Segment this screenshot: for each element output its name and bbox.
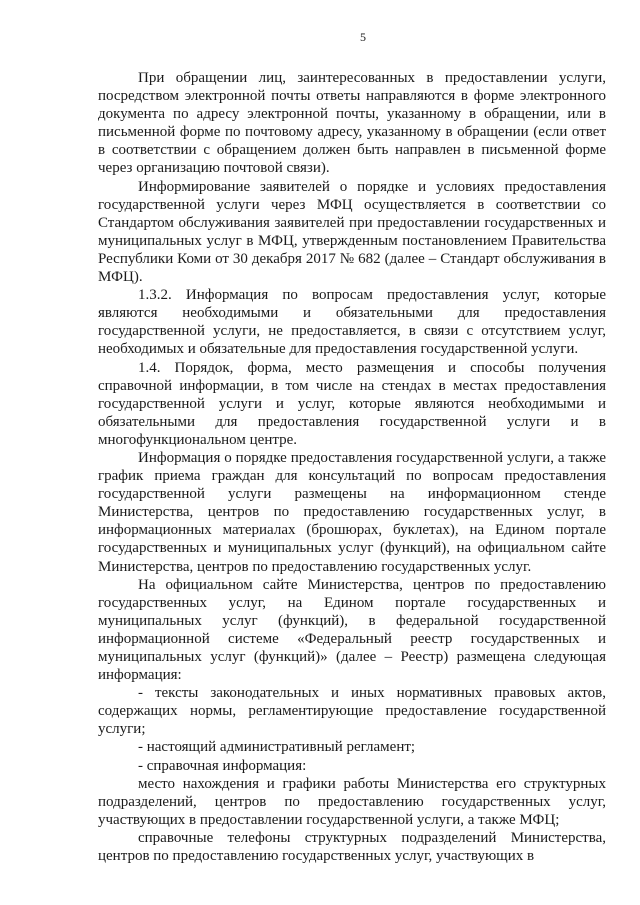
paragraph-1-4: 1.4. Порядок, форма, место размещения и способы получения справочной информации, в том числе на стендах в местах предоставления государственной услуги и услуг, которые являются необходимыми и обязательными для предоставления государственной услуги и в многофункциональном центре. xyxy=(98,359,606,448)
list-item-reference-info: - справочная информация: xyxy=(138,757,307,774)
paragraph-email-responses: При обращении лиц, заинтересованных в предоставлении услуги, посредством электронной почты ответы направляются в форме электронного документа по адресу электронной почты, указанному в обращении, или в письменной форме по почтовому адресу, указанному в обращении (если ответ в соответствии с обращением должен быть направлен в письменной форме через организацию почтовой связи). xyxy=(98,70,606,177)
list-item-legal-acts: - тексты законодательных и иных нормативных правовых актов, содержащих нормы, регламентирующие предоставление государственной услуги; xyxy=(98,685,606,738)
paragraph-location-schedule: место нахождения и графики работы Министерства его структурных подразделений, центров по предоставлению государственных услуг, участвующих в предоставлении государственной услуги, а также МФЦ; xyxy=(98,775,606,828)
paragraph-phones: справочные телефоны структурных подразделений Министерства, центров по предоставлению государственных услуг, участвующих в xyxy=(98,829,606,865)
paragraph-1-3-2: 1.3.2. Информация по вопросам предоставления услуг, которые являются необходимыми и обязательными для предоставления государственной услуги, не предоставляется, в связи с отсутствием услуг, необходимых и обязательные для предоставления государственной услуги. xyxy=(98,287,606,358)
page-number: 5 xyxy=(360,30,366,44)
paragraph-info-placement: Информация о порядке предоставления государственной услуги, а также график приема граждан для консультаций по вопросам предоставления государственной услуги размещены на информационном стенде Министерства, центров по предоставлению государственных услуг, в информационных материалах (брошюрах, буклетах), на Едином портале государственных и муниципальных услуг (функций), на официальном сайте Министерства, центров по предоставлению государственных услуг. xyxy=(98,449,606,575)
paragraph-official-site: На официальном сайте Министерства, центров по предоставлению государственных услуг, на Едином портале государственных и муниципальных услуг (функций), в федеральной государственной информационной системе «Федеральный реестр государственных и муниципальных услуг (функций)» (далее – Реестр) размещена следующая информация: xyxy=(98,576,606,684)
paragraph-mfc-informing: Информирование заявителей о порядке и условиях предоставления государственной услуги через МФЦ осуществляется в соответствии со Стандартом обслуживания заявителей при предоставлении государственных и муниципальных услуг в МФЦ, утвержденным постановлением Правительства Республики Коми от 30 декабря 2017 № 682 (далее – Стандарт обслуживания в МФЦ). xyxy=(98,178,606,286)
list-item-regulation: - настоящий административный регламент; xyxy=(138,739,416,756)
